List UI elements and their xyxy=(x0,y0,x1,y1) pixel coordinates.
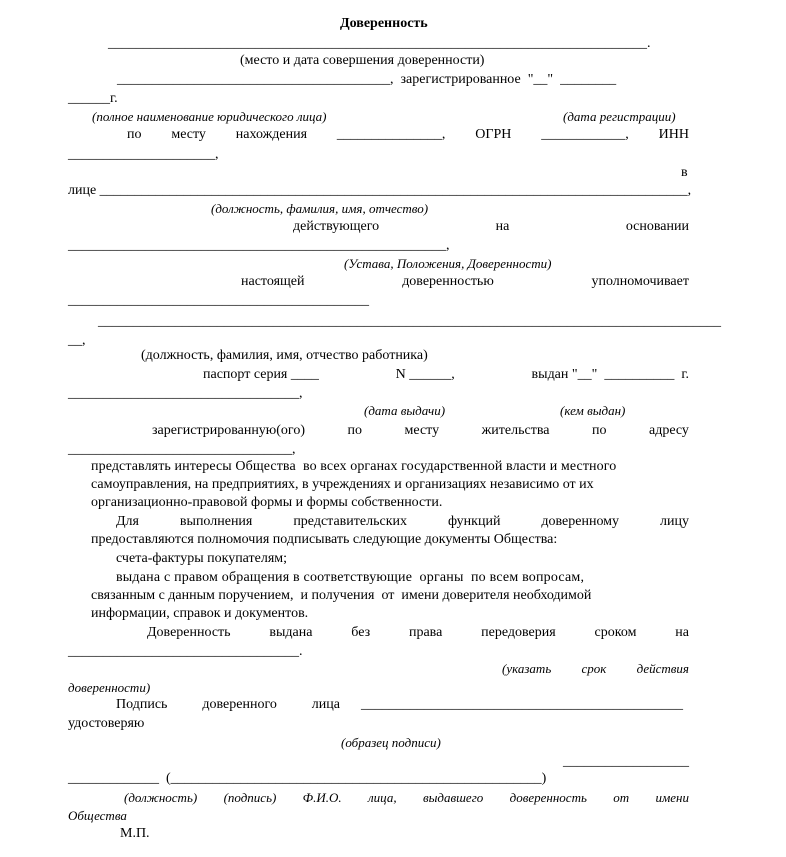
term-caption-end: доверенности) xyxy=(68,680,151,695)
authorizes-word: настоящей xyxy=(241,274,305,289)
person-line: лице ____________________________________________________________________________________, xyxy=(68,183,692,198)
issue-date-caption: (дата выдачи) xyxy=(364,403,446,418)
signature-caption: (подпись) xyxy=(223,790,277,805)
bottom-caption-end: Общества xyxy=(68,808,127,823)
registered-word: жительства xyxy=(481,423,550,438)
bottom-caption-word: лица, xyxy=(368,790,397,805)
signature-word: лица xyxy=(311,697,340,712)
term-word: сроком xyxy=(594,625,637,640)
term-caption xyxy=(502,661,689,677)
acting-word: основании xyxy=(625,219,689,234)
para3-line: выдана с правом обращения в соответствующие органы по всем вопросам, xyxy=(116,570,585,585)
signature-words xyxy=(116,697,340,713)
registered-word: адресу xyxy=(649,423,689,438)
term-word: без xyxy=(351,625,371,640)
ogrn-label: ОГРН xyxy=(475,127,512,142)
bottom-caption-word: имени xyxy=(655,790,689,805)
bottom-caption-word: от xyxy=(613,790,630,805)
location-word: _______________, xyxy=(336,127,446,142)
document-title: Доверенность xyxy=(340,16,428,31)
certify-word: удостоверяю xyxy=(68,716,145,731)
person-caption: (должность, фамилия, имя, отчество) xyxy=(211,201,429,216)
legal-name-line: _______________________________________, зарегистрированное "__" ________ xyxy=(117,72,617,87)
signature-word: доверенного xyxy=(202,697,277,712)
place-date-line: _____________________________________________________________________________. xyxy=(108,36,651,51)
passport-issued: выдан "__" __________ г. xyxy=(531,367,689,382)
position-caption: (должность) xyxy=(124,790,198,805)
bottom-caption xyxy=(124,790,689,806)
registered-word: месту xyxy=(404,423,440,438)
term-word: на xyxy=(675,625,689,640)
invoices-item: счета-фактуры покупателям; xyxy=(116,551,288,566)
passport-line xyxy=(203,367,689,383)
reg-year-line: ______г. xyxy=(68,91,118,106)
worker-line-end: __, xyxy=(68,333,86,348)
acting-line xyxy=(293,219,689,235)
acting-word: на xyxy=(495,219,510,234)
registered-word: зарегистрированную(ого) xyxy=(152,423,305,438)
issued-by-caption: (кем выдан) xyxy=(560,403,626,418)
term-caption-word: действия xyxy=(636,661,689,676)
para1-line: организационно-правовой формы и формы собственности. xyxy=(91,495,443,510)
term-word: права xyxy=(408,625,443,640)
para3-line: информации, справок и документов. xyxy=(91,606,309,621)
term-word: выдана xyxy=(269,625,313,640)
inn-line: _____________________, xyxy=(68,147,219,162)
basis-line: ______________________________________________________, xyxy=(68,238,450,253)
bottom-sign-line: _____________ (_____________________________________________________) xyxy=(68,771,547,786)
term-word: передоверия xyxy=(481,625,556,640)
sample-caption: (образец подписи) xyxy=(341,735,441,750)
location-word: по xyxy=(127,127,142,142)
place-date-caption: (место и дата совершения доверенности) xyxy=(240,53,485,68)
location-word: месту xyxy=(171,127,206,142)
para2-line1 xyxy=(116,514,689,530)
para2-word: доверенному xyxy=(541,514,620,529)
para3-line: связанным с данным поручением, и получения от имени доверителя необходимой xyxy=(91,588,592,603)
para1-line: самоуправления, на предприятиях, в учреждениях и организациях независимо от их xyxy=(91,477,594,492)
legal-name-caption: (полное наименование юридического лица) xyxy=(92,109,327,124)
bottom-caption-word: Ф.И.О. xyxy=(302,790,342,805)
term-word: Доверенность xyxy=(147,625,231,640)
registered-word: по xyxy=(347,423,363,438)
term-line xyxy=(147,625,689,641)
passport-blank: _________________________________, xyxy=(68,386,303,401)
registered-word: по xyxy=(591,423,607,438)
passport-number: N ______, xyxy=(395,367,455,382)
signature-word: Подпись xyxy=(116,697,168,712)
term-blank: _________________________________. xyxy=(68,644,303,659)
v-word: в xyxy=(681,165,688,180)
location-line xyxy=(127,127,689,143)
bottom-caption-word: доверенность xyxy=(509,790,587,805)
para1-line: представлять интересы Общества во всех органах государственной власти и местного xyxy=(91,459,617,474)
reg-date-caption: (дата регистрации) xyxy=(563,109,676,124)
right-sign-blank: __________________ xyxy=(563,754,689,769)
authorizes-blank: ___________________________________________ xyxy=(68,293,369,308)
term-caption-word: (указать xyxy=(502,661,552,676)
authorizes-word: доверенностью xyxy=(402,274,494,289)
acting-word: действующего xyxy=(293,219,380,234)
registered-line xyxy=(152,423,689,439)
authorizes-word: уполномочивает xyxy=(591,274,689,289)
bottom-caption-word: выдавшего xyxy=(422,790,484,805)
para2-word: Для xyxy=(116,514,139,529)
location-word: нахождения xyxy=(235,127,308,142)
worker-caption: (должность, фамилия, имя, отчество работника) xyxy=(141,348,428,363)
inn-label: ИНН xyxy=(658,127,689,142)
location-word: ____________, xyxy=(541,127,629,142)
para2-word: лицу xyxy=(659,514,689,529)
authorizes-line xyxy=(241,274,689,290)
basis-caption: (Устава, Положения, Доверенности) xyxy=(344,256,552,271)
worker-line: _________________________________________________________________________________________ xyxy=(98,314,721,329)
para2-line2: предоставляются полномочия подписывать следующие документы Общества: xyxy=(91,532,558,547)
address-blank: ________________________________, xyxy=(68,442,296,457)
seal-mark: М.П. xyxy=(120,826,150,841)
term-caption-word: срок xyxy=(581,661,607,676)
para2-word: представительских xyxy=(293,514,407,529)
passport-series: паспорт серия ____ xyxy=(203,367,319,382)
para2-word: выполнения xyxy=(179,514,253,529)
para2-word: функций xyxy=(447,514,501,529)
signature-blank: ______________________________________________ xyxy=(361,697,683,712)
